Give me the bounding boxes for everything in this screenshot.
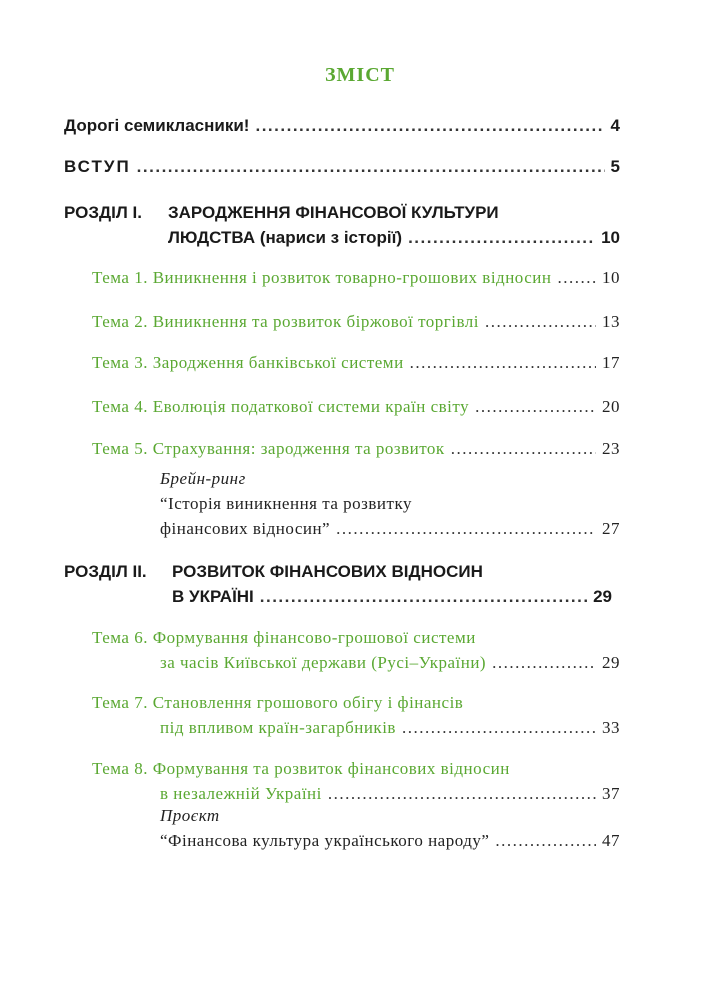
toc-entry-topic-3[interactable] (92, 353, 620, 373)
page-number: 23 (602, 439, 620, 458)
section-title-line2: ЛЮДСТВА (нариси з історії) (168, 228, 403, 247)
toc-entry-project[interactable] (160, 831, 620, 851)
toc-entry-text: Тема 8. Формування та розвиток фінансових відносин (92, 759, 510, 778)
page-title: ЗМІСТ (325, 64, 395, 86)
leader-dots (137, 157, 605, 177)
toc-entry-topic-7[interactable] (160, 718, 620, 738)
toc-entry-text: Тема 2. Виникнення та розвиток біржової торгівлі (92, 312, 479, 331)
brain-ring-title-line1[interactable] (160, 494, 412, 514)
section-2-heading[interactable] (64, 562, 620, 582)
toc-entry-section-1[interactable] (168, 228, 620, 248)
toc-entry-text: Тема 1. Виникнення і розвиток товарно-грошових відносин (92, 268, 552, 287)
leader-dots (492, 653, 596, 673)
toc-entry-text: “Історія виникнення та розвитку (160, 494, 412, 513)
leader-dots (495, 831, 596, 851)
topic-6-line1[interactable] (92, 628, 476, 648)
page-number: 20 (602, 397, 620, 416)
toc-entry-text: Тема 6. Формування фінансово-грошової системи (92, 628, 476, 647)
toc-entry-topic-6[interactable] (160, 653, 620, 673)
page-number: 5 (610, 157, 620, 176)
toc-entry-text: Тема 7. Становлення грошового обігу і фінансів (92, 693, 464, 712)
toc-entry-topic-8[interactable] (160, 784, 620, 804)
section-title-line2: В УКРАЇНІ (172, 587, 254, 606)
section-label: РОЗДІЛ ІІ. (64, 562, 147, 581)
brain-ring-label (160, 469, 246, 489)
section-label: РОЗДІЛ І. (64, 203, 142, 222)
leader-dots (402, 718, 596, 738)
toc-entry-intro[interactable] (64, 157, 620, 177)
leader-dots (408, 228, 595, 248)
project-label (160, 806, 220, 826)
toc-entry-text: Тема 4. Еволюція податкової системи країн світу (92, 397, 470, 416)
leader-dots (336, 519, 596, 539)
toc-entry-text: фінансових відносин” (160, 519, 331, 538)
topic-8-line1[interactable] (92, 759, 510, 779)
project-label-text: Проєкт (160, 806, 220, 825)
leader-dots (410, 353, 596, 373)
toc-entry-text: ВСТУП (64, 157, 131, 176)
page-number: 4 (610, 116, 620, 135)
leader-dots (451, 439, 596, 459)
topic-7-line1[interactable] (92, 693, 463, 713)
leader-dots (255, 116, 604, 136)
toc-entry-topic-4[interactable] (92, 397, 620, 417)
leader-dots (557, 268, 596, 288)
section-title-line1: ЗАРОДЖЕННЯ ФІНАНСОВОЇ КУЛЬТУРИ (168, 203, 499, 222)
page-number: 10 (602, 268, 620, 287)
toc-entry-topic-1[interactable] (92, 268, 620, 288)
page-number: 29 (593, 587, 612, 606)
toc-entry-text: під впливом країн-загарбників (160, 718, 396, 737)
leader-dots (475, 397, 596, 417)
page-number: 47 (602, 831, 620, 850)
leader-dots (485, 312, 596, 332)
page-number: 10 (601, 228, 620, 247)
toc-entry-text: Тема 5. Страхування: зародження та розвиток (92, 439, 445, 458)
toc-entry-brain-ring[interactable] (160, 519, 620, 539)
section-1-heading[interactable] (64, 203, 620, 223)
toc-entry-dear[interactable] (64, 116, 620, 136)
toc-entry-section-2[interactable] (172, 587, 612, 607)
toc-entry-topic-2[interactable] (92, 312, 620, 332)
page-number: 37 (602, 784, 620, 803)
toc-entry-text: за часів Київської держави (Русі–України) (160, 653, 487, 672)
page-number: 29 (602, 653, 620, 672)
toc-entry-text: Дорогі семикласники! (64, 116, 250, 135)
toc-entry-topic-5[interactable] (92, 439, 620, 459)
leader-dots (328, 784, 596, 804)
toc-entry-text: в незалежній Україні (160, 784, 322, 803)
leader-dots (260, 587, 587, 607)
page-number: 13 (602, 312, 620, 331)
page-number: 33 (602, 718, 620, 737)
toc-entry-text: “Фінансова культура українського народу” (160, 831, 490, 850)
brain-ring-label-text: Брейн-ринг (160, 469, 246, 488)
toc-entry-text: Тема 3. Зародження банківської системи (92, 353, 404, 372)
page-number: 27 (602, 519, 620, 538)
section-title-line1: РОЗВИТОК ФІНАНСОВИХ ВІДНОСИН (172, 562, 483, 581)
page-number: 17 (602, 353, 620, 372)
